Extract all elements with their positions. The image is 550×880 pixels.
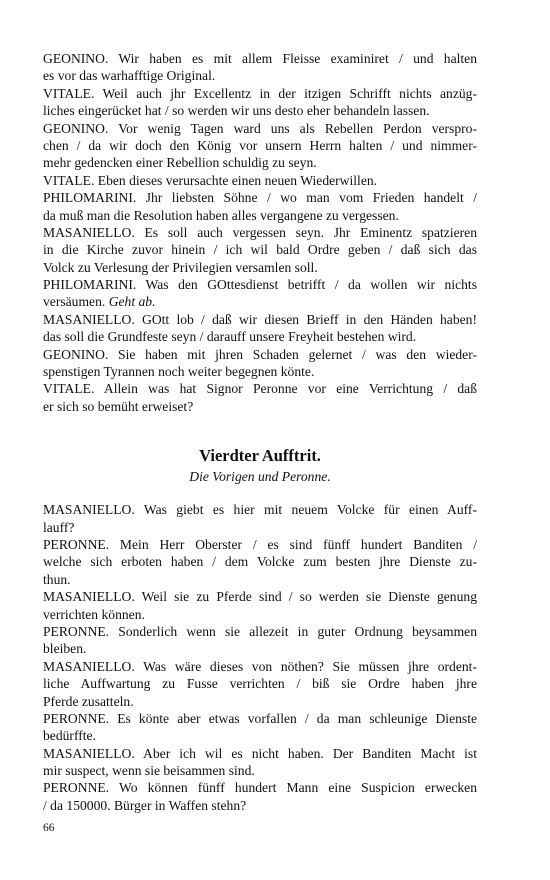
text-line: in die Kirche zuvor hinein / ich wil bald Ordre geben / daß sich das — [43, 242, 477, 258]
text-line: VITALE. Weil auch jhr Excellentz in der itzigen Schrifft nichts anzüg- — [43, 85, 477, 101]
text-line: spenstigen Tyrannen noch weiter begegnen könte. — [43, 364, 315, 380]
text-line: GEONINO. Sie haben mit jhren Schaden gelernet / was den wieder- — [43, 346, 477, 362]
text-line: welche sich erboten haben / dem Volcke zum besten jhre Dienste zu- — [43, 554, 477, 570]
text-line: mehr gedencken einer Rebellion schuldig zu seyn. — [43, 155, 317, 171]
text-line: lauff? — [43, 519, 75, 535]
text-line: das soll die Grundfeste seyn / darauff unsere Freyheit bestehen wird. — [43, 329, 417, 345]
text-line: thun. — [43, 571, 71, 587]
text-line: PERONNE. Wo können fünff hundert Mann eine Suspicion erwecken — [43, 780, 477, 796]
text-line: Volck zu Verlesung der Privilegien versamlen soll. — [43, 259, 318, 275]
text-line: PERONNE. Mein Herr Oberster / es sind fünff hundert Banditen / — [43, 536, 477, 552]
scene-title: Vierdter Aufftrit. — [199, 446, 321, 466]
text-line: VITALE. Allein was hat Signor Peronne vor eine Verrichtung / daß — [43, 381, 477, 397]
stage-direction: Geht ab. — [108, 294, 156, 310]
text-line: GEONINO. Wir haben es mit allem Fleisse examiniret / und halten — [43, 51, 477, 66]
text-line: MASANIELLO. Es soll auch vergessen seyn. Jhr Eminentz spatzieren — [43, 224, 477, 240]
dialogue-block-3 — [43, 501, 477, 814]
text-line-content: versäumen. — [43, 294, 106, 310]
text-line: verrichten können. — [43, 606, 145, 622]
text-line: liches eingerücket hat / so werden wir uns desto eher behandeln lassen. — [43, 103, 430, 119]
text-line — [43, 293, 477, 310]
page-body — [43, 50, 477, 814]
text-line: bedürffte. — [43, 728, 96, 744]
dialogue-block-1 — [43, 50, 477, 293]
text-line: MASANIELLO. Was giebt es hier mit neuem Volcke für einen Auff- — [43, 502, 477, 518]
text-line: GEONINO. Vor wenig Tagen ward uns als Rebellen Perdon verspro- — [43, 120, 477, 136]
text-line: PERONNE. Es könte aber etwas vorfallen / da man schleunige Dienste — [43, 710, 477, 726]
page-number: 66 — [43, 822, 55, 834]
text-line: MASANIELLO. Was wäre dieses von nöthen? Sie müssen jhre ordent- — [43, 658, 477, 674]
text-line: MASANIELLO. GOtt lob / daß wir diesen Brieff in den Händen haben! — [43, 311, 477, 327]
dialogue-block-2 — [43, 311, 477, 415]
text-line: mir suspect, wenn sie beisammen sind. — [43, 763, 255, 779]
text-line: es vor das warhafftige Original. — [43, 68, 216, 84]
text-line: / da 150000. Bürger in Waffen stehn? — [43, 797, 247, 813]
text-line: liche Auffwartung zu Fusse verrichten / biß sie Ordre haben jhre — [43, 676, 477, 692]
text-line: Pferde zusatteln. — [43, 693, 134, 709]
text-line: PHILOMARINI. Was den GOttesdienst betrifft / da wollen wir nichts — [43, 277, 477, 293]
text-line: PERONNE. Sonderlich wenn sie allezeit in guter Ordnung beysammen — [43, 623, 477, 639]
text-line: VITALE. Eben dieses verursachte einen neuen Wiederwillen. — [43, 172, 378, 188]
scene-characters: Die Vorigen und Peronne. — [189, 469, 331, 485]
text-line: er sich so bemüht erweiset? — [43, 398, 194, 414]
text-line: MASANIELLO. Aber ich wil es nicht haben. Der Banditen Macht ist — [43, 745, 477, 761]
text-line: MASANIELLO. Weil sie zu Pferde sind / so werden sie Dienste genung — [43, 589, 477, 605]
text-line: bleiben. — [43, 641, 87, 657]
text-line: chen / da wir doch den König vor unsern Herrn halten / und nimmer- — [43, 137, 477, 153]
text-line: PHILOMARINI. Jhr liebsten Söhne / wo man vom Frieden handelt / — [43, 190, 477, 206]
text-line: da muß man die Resolution haben alles vergangene zu vergessen. — [43, 207, 399, 223]
